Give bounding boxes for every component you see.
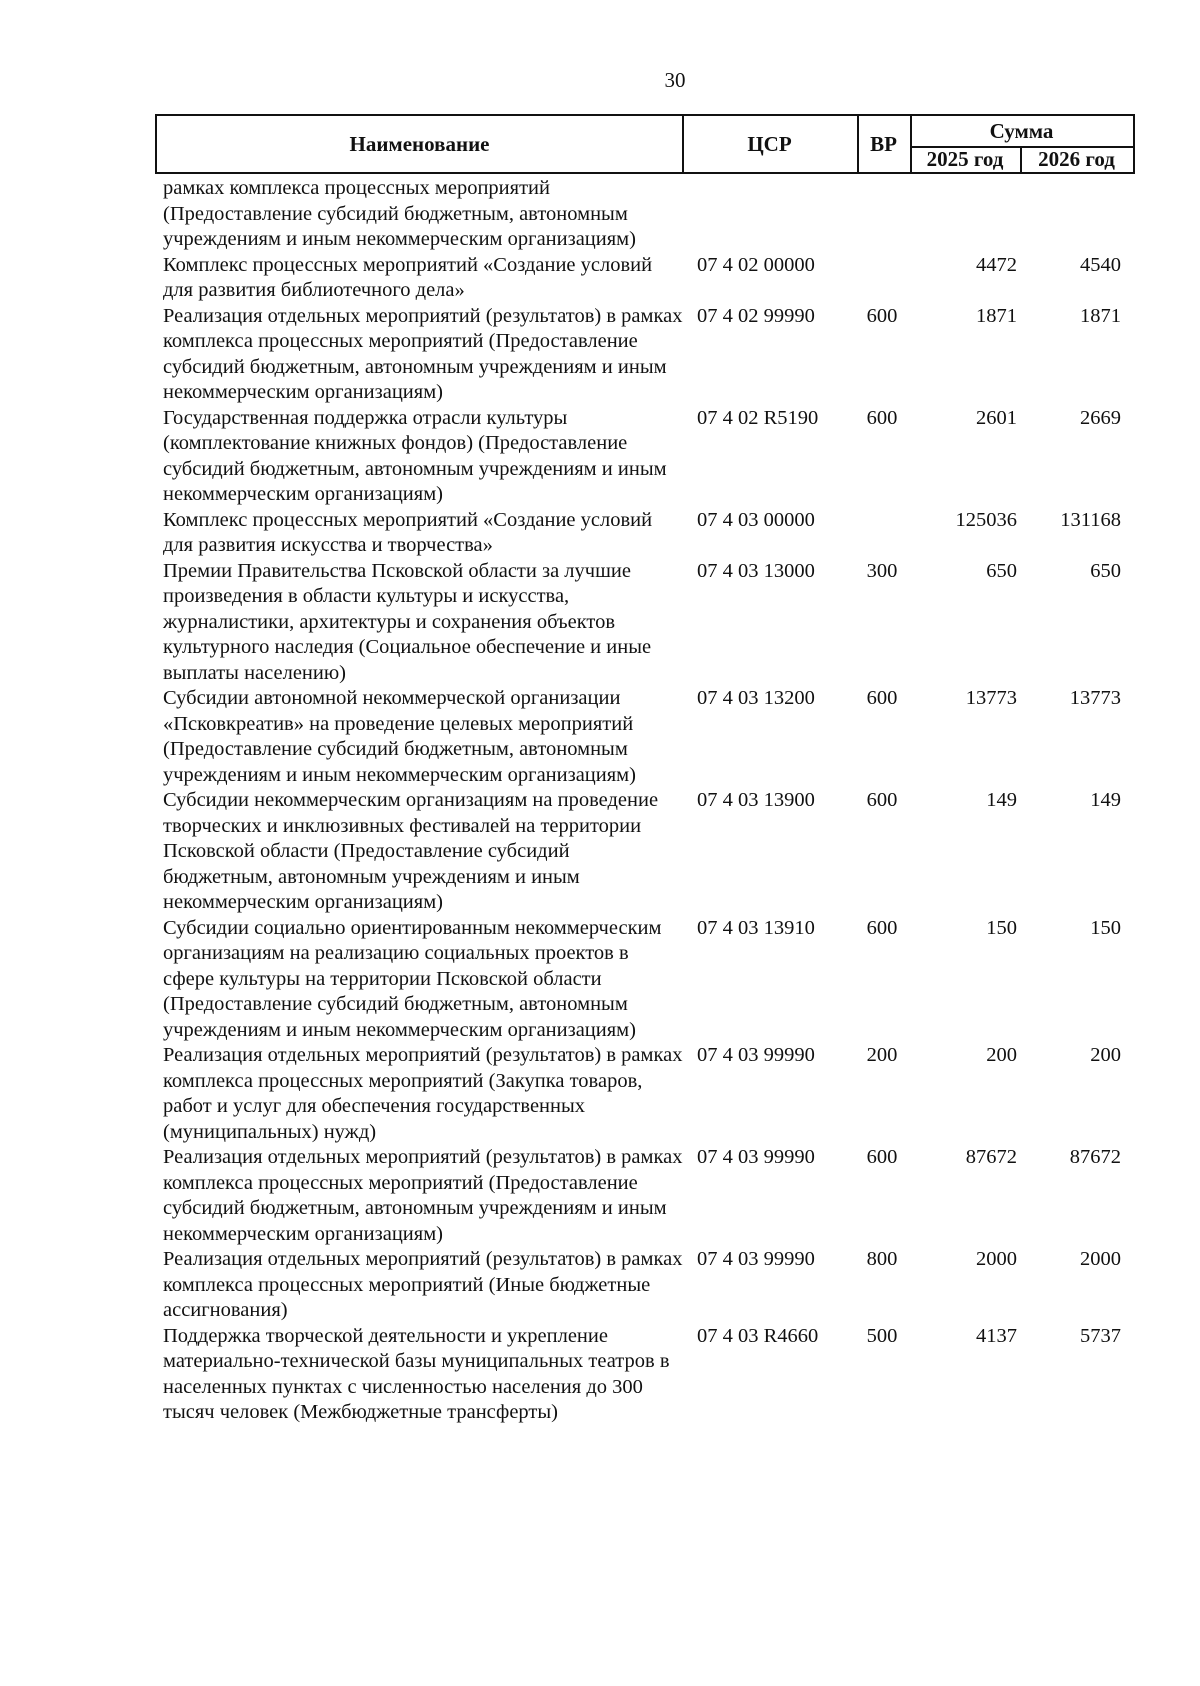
table-body xyxy=(163,176,1123,1426)
row-csr: 07 4 03 00000 xyxy=(697,508,815,531)
row-vr: 200 xyxy=(866,1044,898,1066)
row-csr: 07 4 03 R4660 xyxy=(697,1324,819,1347)
row-sum-2025: 150 xyxy=(986,916,1017,939)
row-csr: 07 4 02 99990 xyxy=(697,304,815,327)
row-name: Премии Правительства Псковской области за лучшие произведения в области культуры и искусства, журналистики, архитектуры и сохранения объектов культурного наследия (Социальное обеспечение и иные выплаты населению) xyxy=(163,559,652,684)
row-csr: 07 4 03 13200 xyxy=(697,687,815,709)
row-sum-2025: 4137 xyxy=(976,1324,1017,1347)
row-csr: 07 4 03 99990 xyxy=(697,1044,815,1066)
row-sum-2025: 4472 xyxy=(976,253,1017,276)
table-row xyxy=(163,1247,1123,1324)
table-row xyxy=(163,916,1123,1044)
row-vr: 300 xyxy=(866,559,898,582)
row-sum-2026: 4540 xyxy=(1080,253,1121,276)
row-csr: 07 4 03 13910 xyxy=(697,916,815,939)
header-name: Наименование xyxy=(157,116,684,172)
row-name: рамках комплекса процессных мероприятий (Предоставление субсидий бюджетным, автономным учреждениям и иным некоммерческим организациям) xyxy=(163,177,636,250)
row-sum-2025: 650 xyxy=(986,559,1017,582)
row-csr: 07 4 03 99990 xyxy=(697,1146,815,1168)
row-sum-2025: 2000 xyxy=(976,1248,1017,1270)
row-sum-2026: 87672 xyxy=(1069,1146,1121,1168)
table-row xyxy=(163,176,1123,253)
row-name: Поддержка творческой деятельности и укрепление материально-технической базы муниципальных театров в населенных пунктах с численностью населения до 300 тысяч человек (Межбюджетные трансферты) xyxy=(163,1324,670,1423)
row-sum-2026: 149 xyxy=(1090,789,1121,811)
table-row xyxy=(163,686,1123,788)
row-sum-2026: 2000 xyxy=(1080,1248,1121,1270)
row-name: Комплекс процессных мероприятий «Создание условий для развития искусства и творчества» xyxy=(163,508,653,556)
row-name: Комплекс процессных мероприятий «Создание условий для развития библиотечного дела» xyxy=(163,253,653,301)
row-name: Государственная поддержка отрасли культуры (комплектование книжных фондов) (Предоставление субсидий бюджетным, автономным учреждениям и иным некоммерческим организациям) xyxy=(163,406,667,505)
header-year-2026: 2026 год xyxy=(1038,146,1115,171)
row-name: Субсидии некоммерческим организациям на проведение творческих и инклюзивных фестивалей на территории Псковской области (Предоставление субсидий бюджетным, автономным учреждениям и иным некоммерческим организациям) xyxy=(163,789,659,913)
header-csr: ЦСР xyxy=(682,116,859,172)
header-year-2025: 2025 год xyxy=(910,146,1022,172)
table-row xyxy=(163,1324,1123,1426)
row-sum-2026: 13773 xyxy=(1069,687,1121,709)
table-row xyxy=(163,559,1123,687)
row-sum-2026: 150 xyxy=(1090,916,1121,939)
row-vr: 600 xyxy=(866,789,898,811)
row-sum-2026: 200 xyxy=(1090,1044,1121,1066)
row-sum-2026: 2669 xyxy=(1080,406,1121,429)
row-sum-2025: 125036 xyxy=(955,508,1017,531)
row-csr: 07 4 03 13000 xyxy=(697,559,815,582)
row-name: Реализация отдельных мероприятий (результатов) в рамках комплекса процессных мероприятий (Предоставление субсидий бюджетным, автономным учреждениям и иным некоммерческим организациям) xyxy=(163,1146,683,1245)
table-row xyxy=(163,1145,1123,1247)
row-csr: 07 4 02 R5190 xyxy=(697,406,819,429)
row-name: Реализация отдельных мероприятий (результатов) в рамках комплекса процессных мероприятий (Предоставление субсидий бюджетным, автономным учреждениям и иным некоммерческим организациям) xyxy=(163,304,683,403)
row-vr: 600 xyxy=(866,1146,898,1168)
row-vr: 600 xyxy=(866,916,898,939)
table-row xyxy=(163,508,1123,559)
row-vr: 600 xyxy=(866,304,898,327)
row-name: Реализация отдельных мероприятий (результатов) в рамках комплекса процессных мероприятий (Иные бюджетные ассигнования) xyxy=(163,1248,683,1321)
row-csr: 07 4 03 13900 xyxy=(697,789,815,811)
row-name: Субсидии автономной некоммерческой организации «Псковкреатив» на проведение целевых мероприятий (Предоставление субсидий бюджетным, автономным учреждениям и иным некоммерческим организациям) xyxy=(163,687,636,786)
row-sum-2026: 650 xyxy=(1090,559,1121,582)
table-row xyxy=(163,406,1123,508)
row-sum-2025: 200 xyxy=(986,1044,1017,1066)
row-vr: 800 xyxy=(866,1248,898,1270)
page-number: 30 xyxy=(664,68,686,92)
header-sum: Сумма xyxy=(910,116,1133,148)
table-row xyxy=(163,1043,1123,1145)
row-sum-2026: 131168 xyxy=(1060,508,1121,531)
table-header xyxy=(155,114,1135,174)
row-sum-2025: 13773 xyxy=(965,687,1017,709)
row-csr: 07 4 02 00000 xyxy=(697,253,815,276)
row-vr: 500 xyxy=(866,1324,898,1347)
row-vr: 600 xyxy=(866,687,898,709)
row-sum-2026: 5737 xyxy=(1080,1324,1121,1347)
row-sum-2025: 87672 xyxy=(965,1146,1017,1168)
table-row xyxy=(163,304,1123,406)
row-vr: 600 xyxy=(866,406,898,429)
table-row xyxy=(163,788,1123,916)
row-csr: 07 4 03 99990 xyxy=(697,1248,815,1270)
row-sum-2026: 1871 xyxy=(1080,304,1121,327)
row-name: Субсидии социально ориентированным некоммерческим организациям на реализацию социальных проектов в сфере культуры на территории Псковской области (Предоставление субсидий бюджетным, автономным учреждениям и иным некоммерческим организациям) xyxy=(163,916,662,1041)
table-row xyxy=(163,253,1123,304)
row-sum-2025: 1871 xyxy=(976,304,1017,327)
row-sum-2025: 2601 xyxy=(976,406,1017,429)
row-sum-2025: 149 xyxy=(986,789,1017,811)
row-name: Реализация отдельных мероприятий (результатов) в рамках комплекса процессных мероприятий (Закупка товаров, работ и услуг для обеспечения государственных (муниципальных) нужд) xyxy=(163,1044,683,1143)
header-vr: ВР xyxy=(857,116,912,172)
